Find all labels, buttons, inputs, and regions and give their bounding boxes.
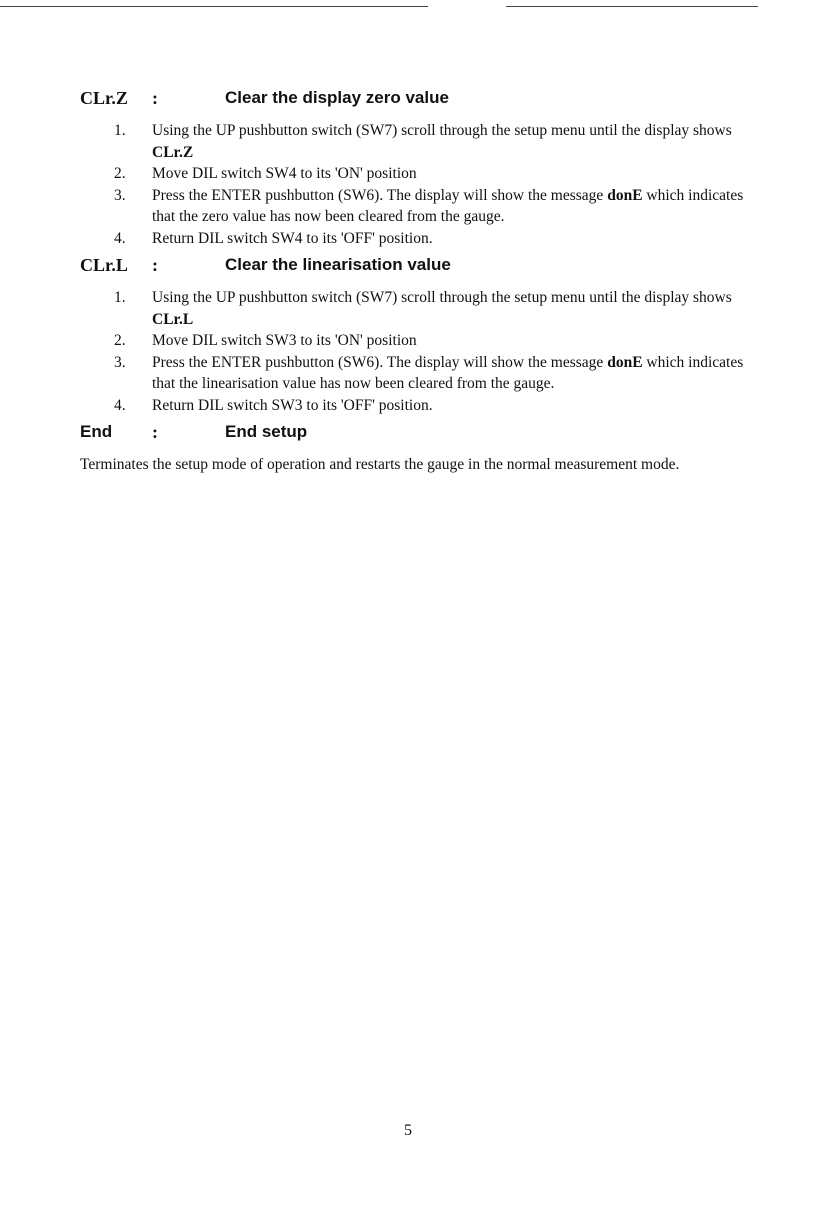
step-item xyxy=(80,352,768,395)
page-content xyxy=(80,88,768,476)
section-code: CLr.L xyxy=(80,255,128,275)
end-description: Terminates the setup mode of operation and restarts the gauge in the normal measurement mode. xyxy=(80,456,680,473)
step-number: 2. xyxy=(114,165,126,182)
section-title: End setup xyxy=(225,422,308,441)
section-heading-end xyxy=(80,422,768,448)
step-text: Using the UP pushbutton switch (SW7) scroll through the setup menu until the display shows xyxy=(152,289,732,306)
section-colon: : xyxy=(152,88,158,108)
steps-list-clrl xyxy=(80,287,768,416)
step-number: 3. xyxy=(114,353,126,371)
section-colon: : xyxy=(152,255,158,275)
step-text: Return DIL switch SW3 to its 'OFF' position. xyxy=(152,396,433,414)
section-title: Clear the display zero value xyxy=(225,88,449,107)
step-text: Press the ENTER pushbutton (SW6). The display will show the message xyxy=(152,353,608,371)
step-text-cont: which indicates that the zero value has now been cleared from the gauge. xyxy=(152,186,744,225)
step-number: 1. xyxy=(114,122,126,139)
section-heading-clrz xyxy=(80,88,768,114)
step-item xyxy=(80,395,768,417)
step-number: 3. xyxy=(114,186,126,204)
step-number: 4. xyxy=(114,229,126,247)
section-code: End xyxy=(80,422,113,441)
step-text: Return DIL switch SW4 to its 'OFF' position. xyxy=(152,229,433,247)
top-rule-left xyxy=(0,6,428,7)
step-item xyxy=(80,287,768,330)
display-code: CLr.Z xyxy=(152,143,194,161)
step-text: Using the UP pushbutton switch (SW7) scroll through the setup menu until the display shows xyxy=(152,122,732,139)
step-text: Press the ENTER pushbutton (SW6). The display will show the message xyxy=(152,186,608,204)
step-text: Move DIL switch SW4 to its 'ON' position xyxy=(152,165,417,182)
page-number: 5 xyxy=(404,1122,412,1139)
step-item xyxy=(80,185,768,228)
top-rule-right xyxy=(506,6,758,7)
display-code: donE xyxy=(607,353,643,371)
step-number: 1. xyxy=(114,289,126,306)
step-item xyxy=(80,228,768,250)
section-heading-clrl xyxy=(80,255,768,281)
step-number: 4. xyxy=(114,396,126,414)
section-code: CLr.Z xyxy=(80,88,128,108)
section-title: Clear the linearisation value xyxy=(225,255,451,274)
step-item xyxy=(80,120,768,163)
display-code: CLr.L xyxy=(152,310,194,328)
step-text-cont: which indicates that the linearisation value has now been cleared from the gauge. xyxy=(152,353,744,392)
step-item xyxy=(80,330,768,352)
step-item xyxy=(80,163,768,185)
step-number: 2. xyxy=(114,332,126,349)
section-colon: : xyxy=(152,422,158,442)
step-text: Move DIL switch SW3 to its 'ON' position xyxy=(152,332,417,349)
steps-list-clrz xyxy=(80,120,768,249)
display-code: donE xyxy=(607,186,643,204)
